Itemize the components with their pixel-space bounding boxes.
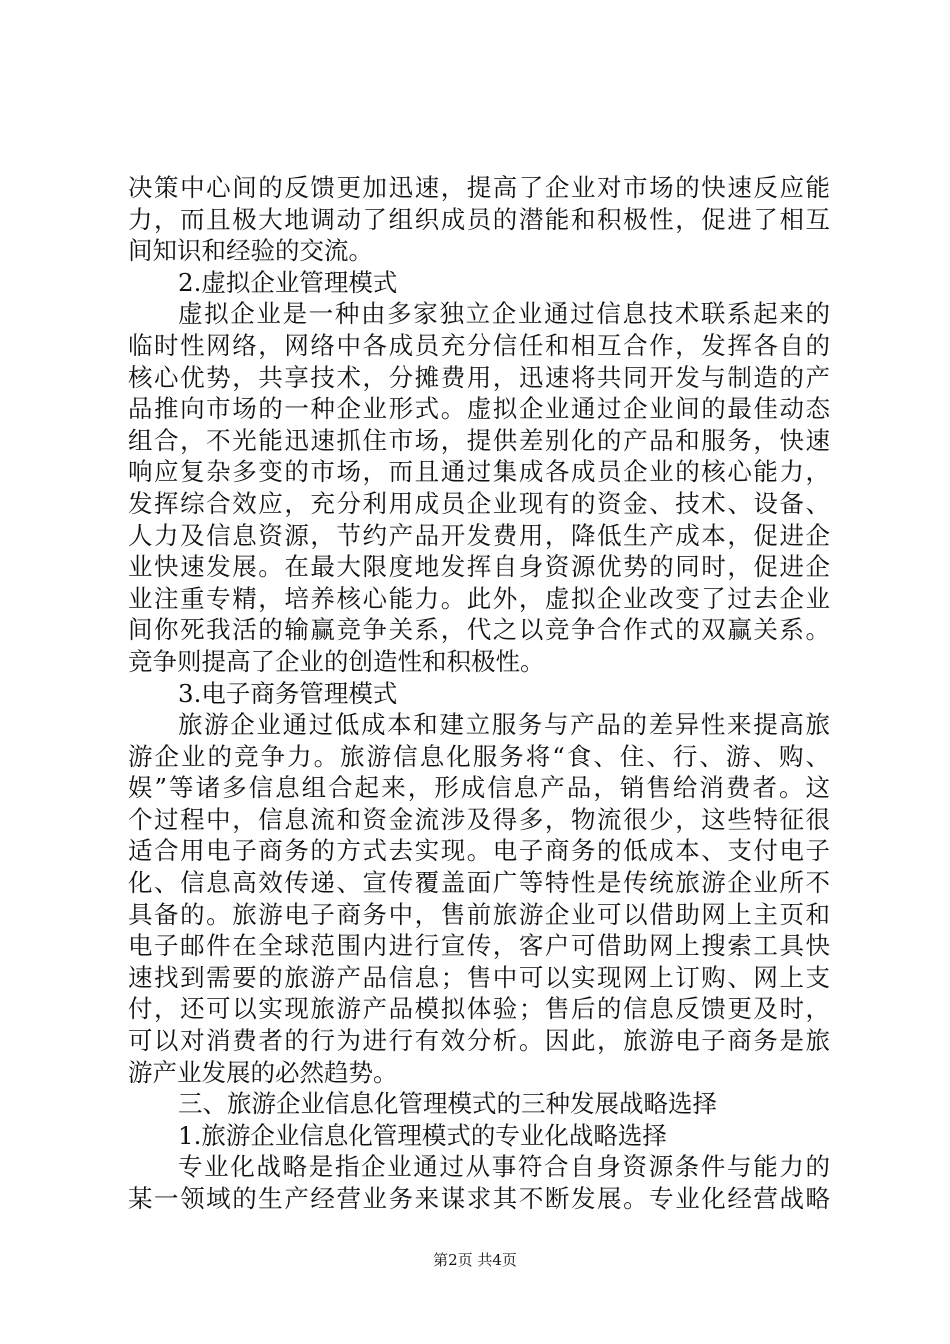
text-line: 临时性网络，网络中各成员充分信任和相互合作，发挥各自的: [128, 330, 830, 360]
text-line: 付，还可以实现旅游产品模拟体验；售后的信息反馈更及时，: [128, 994, 830, 1024]
text-line: 核心优势，共享技术，分摊费用，迅速将共同开发与制造的产: [128, 362, 830, 392]
text-line: 专业化战略是指企业通过从事符合自身资源条件与能力的: [178, 1152, 830, 1182]
text-line: 决策中心间的反馈更加迅速，提高了企业对市场的快速反应能: [128, 173, 830, 202]
text-line: 发挥综合效应，充分利用成员企业现有的资金、技术、设备、: [128, 488, 830, 518]
text-line: 适合用电子商务的方式去实现。电子商务的低成本、支付电子: [128, 836, 830, 866]
text-line: 人力及信息资源，节约产品开发费用，降低生产成本，促进企: [128, 520, 830, 550]
text-line: 具备的。旅游电子商务中，售前旅游企业可以借助网上主页和: [128, 899, 830, 929]
text-line: 可以对消费者的行为进行有效分析。因此，旅游电子商务是旅: [128, 1026, 830, 1056]
text-line: 速找到需要的旅游产品信息；售中可以实现网上订购、网上支: [128, 962, 830, 992]
text-line: 品推向市场的一种企业形式。虚拟企业通过企业间的最佳动态: [128, 394, 830, 424]
text-line: 某一领域的生产经营业务来谋求其不断发展。专业化经营战略: [128, 1184, 830, 1213]
text-line: 3.电子商务管理模式: [178, 678, 398, 708]
text-line: 业注重专精，培养核心能力。此外，虚拟企业改变了过去企业: [128, 583, 830, 613]
page-footer: 第2页 共4页: [433, 1251, 517, 1269]
text-line: 响应复杂多变的市场，而且通过集成各成员企业的核心能力，: [128, 457, 830, 487]
text-line: 旅游企业通过低成本和建立服务与产品的差异性来提高旅: [178, 710, 830, 740]
document-body: [128, 172, 830, 1215]
text-line: 娱”等诸多信息组合起来，形成信息产品，销售给消费者。这: [128, 773, 830, 803]
text-line: 间你死我活的输赢竞争关系，代之以竞争合作式的双赢关系。: [128, 615, 830, 645]
text-line: 个过程中，信息流和资金流涉及得多，物流很少，这些特征很: [128, 804, 830, 834]
text-line: 1.旅游企业信息化管理模式的专业化战略选择: [178, 1120, 667, 1150]
text-line: 力，而且极大地调动了组织成员的潜能和积极性，促进了相互: [128, 204, 830, 234]
text-line: 三、旅游企业信息化管理模式的三种发展战略选择: [178, 1089, 717, 1119]
text-line: 业快速发展。在最大限度地发挥自身资源优势的同时，促进企: [128, 552, 830, 582]
text-line: 2.虚拟企业管理模式: [178, 267, 398, 297]
text-line: 游产业发展的必然趋势。: [128, 1057, 398, 1087]
text-line: 组合，不光能迅速抓住市场，提供差别化的产品和服务，快速: [128, 425, 830, 455]
text-line: 电子邮件在全球范围内进行宣传，客户可借助网上搜索工具快: [128, 931, 830, 961]
text-line: 虚拟企业是一种由多家独立企业通过信息技术联系起来的: [178, 299, 830, 329]
text-line: 化、信息高效传递、宣传覆盖面广等特性是传统旅游企业所不: [128, 868, 830, 898]
text-line: 游企业的竞争力。旅游信息化服务将“食、住、行、游、购、: [128, 741, 830, 771]
text-line: 间知识和经验的交流。: [128, 236, 373, 266]
text-line: 竞争则提高了企业的创造性和积极性。: [128, 646, 545, 676]
